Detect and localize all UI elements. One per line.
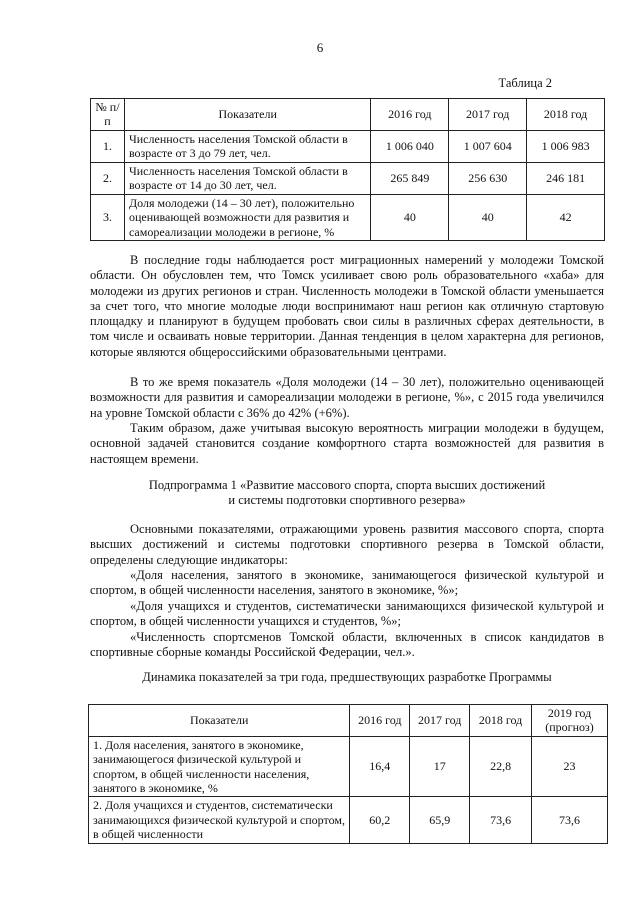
table-row (89, 797, 608, 843)
value-2017: 256 630 (449, 162, 527, 194)
value-2018: 42 (527, 194, 605, 240)
subprogram-heading-line2: и системы подготовки спортивного резерва» (228, 493, 466, 508)
paragraph-indicators-intro: Основными показателями, отражающими уровень развития массового спорта, спорта высших достижений и системы подготовки спортивного резерва в Томской области, определены следующие индикаторы: (90, 522, 604, 567)
row-indicator: 2. Доля учащихся и студентов, систематически занимающихся физической культурой и спортом, в общей численности (89, 797, 350, 843)
value-2018: 22,8 (470, 736, 532, 797)
row-num: 1. (91, 130, 125, 162)
header-2019-forecast: 2019 год (прогноз) (532, 705, 608, 737)
header-2017: 2017 год (449, 99, 527, 131)
value-2018: 246 181 (527, 162, 605, 194)
header-2017: 2017 год (410, 705, 470, 737)
table2-title: Динамика показателей за три года, предшествующих разработке Программы (142, 670, 552, 684)
value-2019: 73,6 (532, 797, 608, 843)
header-2018: 2018 год (527, 99, 605, 131)
table-caption: Таблица 2 (498, 76, 552, 90)
paragraph-youth-share: В то же время показатель «Доля молодежи (14 – 30 лет), положительно оценивающей возможности для развития и самореализации молодежи в регионе, %», с 2015 года увеличился на уровне Томской области с 36% до 42% (+6%). (90, 375, 604, 420)
paragraph-indicator-1: «Доля населения, занятого в экономике, занимающегося физической культурой и спортом, в общей численности населения, занятого в экономике, %»; (90, 568, 604, 598)
table-row (91, 130, 605, 162)
value-2016: 40 (371, 194, 449, 240)
value-2018: 1 006 983 (527, 130, 605, 162)
table-row (91, 194, 605, 240)
header-indicator: Показатели (89, 705, 350, 737)
value-2018: 73,6 (470, 797, 532, 843)
row-num: 2. (91, 162, 125, 194)
row-indicator: Численность населения Томской области в возрасте от 14 до 30 лет, чел. (124, 162, 370, 194)
table-header-row (89, 705, 608, 737)
table-row (91, 162, 605, 194)
value-2017: 40 (449, 194, 527, 240)
value-2017: 17 (410, 736, 470, 797)
page-number: 6 (316, 40, 324, 55)
value-2019: 23 (532, 736, 608, 797)
subprogram-heading-line1: Подпрограмма 1 «Развитие массового спорта, спорта высших достижений (148, 478, 546, 492)
value-2016: 1 006 040 (371, 130, 449, 162)
value-2017: 1 007 604 (449, 130, 527, 162)
paragraph-indicator-2: «Доля учащихся и студентов, систематически занимающихся физической культурой и спортом, в общей численности учащихся и студентов, %»; (90, 599, 604, 629)
header-2016: 2016 год (371, 99, 449, 131)
value-2016: 16,4 (350, 736, 410, 797)
paragraph-migration: В последние годы наблюдается рост миграционных намерений у молодежи Томской области. Он обусловлен тем, что Томск усиливает свою роль образовательного «хаба» для молодежи из других регионов и стран. Численность молодежи в Томской области уменьшается за счет того, что многие молодые люди воспринимают наш регион как отличную стартовую площадку и планируют в будущем пробовать свои силы в различных сферах деятельности, в том числе и осваивать новые территории. Данная тенденция в целом характерна для регионов, которые являются общероссийскими образовательными центрами. (90, 253, 604, 359)
row-num: 3. (91, 194, 125, 240)
value-2017: 65,9 (410, 797, 470, 843)
paragraph-conclusion: Таким образом, даже учитывая высокую вероятность миграции молодежи в будущем, основной задачей становится создание комфортного старта возможностей для развития в настоящем времени. (90, 421, 604, 466)
row-indicator: 1. Доля населения, занятого в экономике, занимающегося физической культурой и спортом, в общей численности населения, занятого в экономике, % (89, 736, 350, 797)
indicators-table-2 (90, 98, 605, 241)
dynamics-table (88, 704, 608, 844)
header-num: № п/п (91, 99, 125, 131)
header-2016: 2016 год (350, 705, 410, 737)
value-2016: 60,2 (350, 797, 410, 843)
header-2018: 2018 год (470, 705, 532, 737)
row-indicator: Численность населения Томской области в возрасте от 3 до 79 лет, чел. (124, 130, 370, 162)
header-indicator: Показатели (124, 99, 370, 131)
value-2016: 265 849 (371, 162, 449, 194)
paragraph-indicator-3: «Численность спортсменов Томской области, включенных в список кандидатов в спортивные сборные команды Российской Федерации, чел.». (90, 630, 604, 660)
row-indicator: Доля молодежи (14 – 30 лет), положительно оценивающей возможности для развития и самореализации молодежи в регионе, % (124, 194, 370, 240)
subprogram-heading (90, 478, 604, 509)
table-row (89, 736, 608, 797)
table-header-row (91, 99, 605, 131)
